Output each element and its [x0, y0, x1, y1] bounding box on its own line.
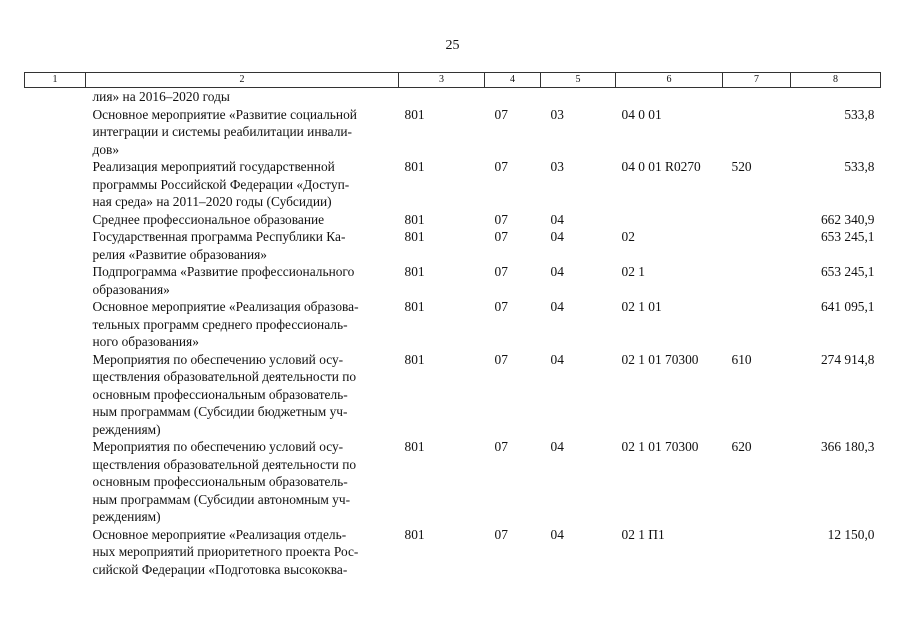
column-header-5: 5: [541, 73, 616, 88]
row-name-cell: [86, 526, 399, 579]
column-header-2: 2: [86, 73, 399, 88]
table-row: [25, 88, 881, 106]
target-article-cell: 02 1 01: [621, 299, 662, 314]
row-name-cell: [86, 88, 399, 106]
row-name-cell: [86, 298, 399, 351]
subsection-cell: 04: [550, 229, 564, 244]
target-article-cell: [616, 88, 723, 106]
row-name-line: лия» на 2016–2020 годы: [92, 89, 230, 104]
section-cell: 07: [494, 159, 508, 174]
row-name-line: ная среда» на 2011–2020 годы (Субсидии): [92, 194, 332, 209]
expense-type-cell: 520: [731, 159, 752, 174]
expense-type-cell: [723, 88, 791, 106]
row-name-line: ществления образовательной деятельности по: [92, 369, 357, 384]
target-article-cell: [616, 211, 723, 229]
column-header-7: 7: [723, 73, 791, 88]
row-number-cell: [25, 106, 86, 159]
section-cell: 07: [494, 229, 508, 244]
table-row: [25, 526, 881, 579]
section-cell: 07: [494, 351, 508, 367]
amount-cell: 12 150,0: [827, 526, 875, 542]
subsection-cell: 04: [550, 351, 564, 367]
row-name-line: Основное мероприятие «Развитие социальной: [92, 106, 357, 122]
amount-cell: 641 095,1: [820, 299, 875, 314]
table-row: [25, 351, 881, 439]
grbs-cell: 801: [404, 299, 425, 314]
subsection-cell: 04: [550, 211, 564, 227]
section-cell: 07: [494, 106, 508, 122]
row-name-cell: [86, 106, 399, 159]
row-name-cell: [86, 263, 399, 298]
target-article-cell: 02: [621, 229, 635, 244]
section-cell: [485, 88, 541, 106]
row-name-line: Мероприятия по обеспечению условий осу-: [92, 439, 344, 454]
expense-type-cell: [723, 106, 791, 159]
row-name-line: ным программам (Субсидии автономным уч-: [92, 491, 351, 507]
row-name-line: ного образования»: [92, 334, 199, 349]
amount-cell: 662 340,9: [820, 211, 875, 227]
section-cell: 07: [494, 439, 508, 454]
amount-cell: 653 245,1: [820, 264, 875, 279]
target-article-cell: 02 1 П1: [621, 526, 665, 542]
row-name-line: основным профессиональным образователь-: [92, 474, 348, 489]
subsection-cell: 03: [550, 106, 564, 122]
row-name-line: Мероприятия по обеспечению условий осу-: [92, 351, 344, 367]
table-row: [25, 263, 881, 298]
grbs-cell: 801: [404, 106, 425, 122]
grbs-cell: [399, 88, 485, 106]
expense-type-cell: 610: [731, 351, 752, 367]
row-name-line: ществления образовательной деятельности по: [92, 456, 357, 472]
expense-type-cell: [723, 228, 791, 263]
table-row: [25, 158, 881, 211]
expense-type-cell: [723, 211, 791, 229]
table-row: [25, 298, 881, 351]
section-cell: 07: [494, 264, 508, 279]
row-name-line: основным профессиональным образователь-: [92, 386, 348, 402]
subsection-cell: 04: [550, 526, 564, 542]
row-number-cell: [25, 263, 86, 298]
target-article-cell: 02 1: [621, 264, 645, 279]
section-cell: 07: [494, 211, 508, 227]
expense-type-cell: 620: [731, 439, 752, 454]
row-name-line: Подпрограмма «Развитие профессионального: [92, 264, 355, 279]
page-number: 25: [445, 38, 460, 53]
column-header-8: 8: [791, 73, 881, 88]
subsection-cell: 03: [550, 159, 564, 174]
table-row: [25, 106, 881, 159]
amount-cell: 533,8: [844, 159, 875, 174]
row-name-line: образования»: [92, 281, 170, 297]
amount-cell: [791, 88, 881, 106]
grbs-cell: 801: [404, 211, 425, 227]
table-row: [25, 211, 881, 229]
subsection-cell: [541, 88, 616, 106]
column-header-6: 6: [616, 73, 723, 88]
grbs-cell: 801: [404, 229, 425, 244]
amount-cell: 274 914,8: [820, 351, 875, 367]
grbs-cell: 801: [404, 159, 425, 174]
row-name-line: релия «Развитие образования»: [92, 246, 267, 262]
expense-type-cell: [723, 263, 791, 298]
row-name-cell: [86, 158, 399, 211]
target-article-cell: 04 0 01: [621, 106, 662, 122]
row-name-line: интеграции и системы реабилитации инвали-: [92, 124, 353, 139]
grbs-cell: 801: [404, 351, 425, 367]
table-body: [25, 88, 881, 579]
row-name-line: Основное мероприятие «Реализация образова-: [92, 299, 359, 314]
row-name-line: реждениям): [92, 421, 161, 437]
subsection-cell: 04: [550, 264, 564, 279]
row-number-cell: [25, 526, 86, 579]
row-name-line: дов»: [92, 141, 120, 157]
section-cell: 07: [494, 526, 508, 542]
row-number-cell: [25, 351, 86, 439]
table-row: [25, 438, 881, 526]
amount-cell: 653 245,1: [820, 229, 875, 244]
table-row: [25, 228, 881, 263]
row-name-line: Государственная программа Республики Ка-: [92, 229, 346, 244]
column-number-header-row: [25, 73, 881, 88]
row-name-line: программы Российской Федерации «Доступ-: [92, 176, 350, 192]
grbs-cell: 801: [404, 439, 425, 454]
row-name-cell: [86, 211, 399, 229]
row-name-line: сийской Федерации «Подготовка высококва-: [92, 561, 348, 577]
grbs-cell: 801: [404, 264, 425, 279]
row-name-line: ным программам (Субсидии бюджетным уч-: [92, 404, 348, 419]
subsection-cell: 04: [550, 299, 564, 314]
expense-type-cell: [723, 298, 791, 351]
row-number-cell: [25, 228, 86, 263]
column-header-1: 1: [25, 73, 86, 88]
budget-table: [24, 72, 881, 578]
grbs-cell: 801: [404, 526, 425, 542]
row-number-cell: [25, 298, 86, 351]
target-article-cell: 02 1 01 70300: [621, 439, 699, 454]
target-article-cell: 02 1 01 70300: [621, 351, 699, 367]
row-name-cell: [86, 228, 399, 263]
row-name-line: реждениям): [92, 509, 161, 524]
amount-cell: 533,8: [844, 106, 875, 122]
row-name-line: ных мероприятий приоритетного проекта Рос-: [92, 544, 359, 559]
row-name-line: Среднее профессиональное образование: [92, 211, 325, 227]
row-name-line: Основное мероприятие «Реализация отдель-: [92, 526, 347, 542]
row-number-cell: [25, 158, 86, 211]
column-header-4: 4: [485, 73, 541, 88]
column-header-3: 3: [399, 73, 485, 88]
amount-cell: 366 180,3: [820, 439, 875, 454]
row-number-cell: [25, 88, 86, 106]
section-cell: 07: [494, 299, 508, 314]
row-number-cell: [25, 438, 86, 526]
row-name-line: Реализация мероприятий государственной: [92, 159, 335, 174]
expense-type-cell: [723, 526, 791, 579]
row-name-cell: [86, 438, 399, 526]
row-name-line: тельных программ среднего профессиональ-: [92, 316, 348, 332]
subsection-cell: 04: [550, 439, 564, 454]
target-article-cell: 04 0 01 R0270: [621, 159, 701, 174]
row-name-cell: [86, 351, 399, 439]
row-number-cell: [25, 211, 86, 229]
